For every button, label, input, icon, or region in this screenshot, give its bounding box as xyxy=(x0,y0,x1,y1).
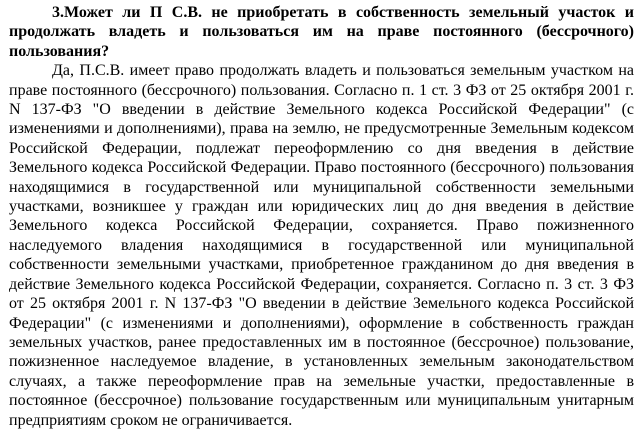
answer-paragraph: Да, П.С.В. имеет право продолжать владеть и пользоваться земельным участком на праве постоянного (бессрочного) пользования. Согласно п. 1 ст. 3 ФЗ от 25 октября 2001 г. N 137-ФЗ "О введении в действие Земельного кодекса Российской Федерации" (с изменениями и дополнениями), права на землю, не предусмотренные Земельным кодексом Российской Федерации, подлежат переоформлению со дня введения в действие Земельного кодекса Российской Федерации. Право постоянного (бессрочного) пользования находящимися в государственной или муниципальной собственности земельными участками, возникшее у граждан или юридических лиц до дня введения в действие Земельного кодекса Российской Федерации, сохраняется. Право пожизненного наследуемого владения находящимися в государственной или муниципальной собственности земельными участками, приобретенное гражданином до дня введения в действие Земельного кодекса Российской Федерации, сохраняется. Согласно п. 3 ст. 3 ФЗ от 25 октября 2001 г. N 137-ФЗ "О введении в действие Земельного кодекса Российской Федерации" (с изменениями и дополнениями), оформление в собственность граждан земельных участков, ранее предоставленных им в постоянное (бессрочное) пользование, пожизненное наследуемое владение, в установленных земельным законодательством случаях, а также переоформление прав на земельные участки, предоставленные в постоянное (бессрочное) пользование государственным или муниципальным унитарным предприятиям сроком не ограничивается. xyxy=(9,62,634,429)
question-heading: 3.Может ли П С.В. не приобретать в собственность земельный участок и продолжать владеть и пользоваться им на праве постоянного (бессрочного) пользования? xyxy=(9,4,634,60)
